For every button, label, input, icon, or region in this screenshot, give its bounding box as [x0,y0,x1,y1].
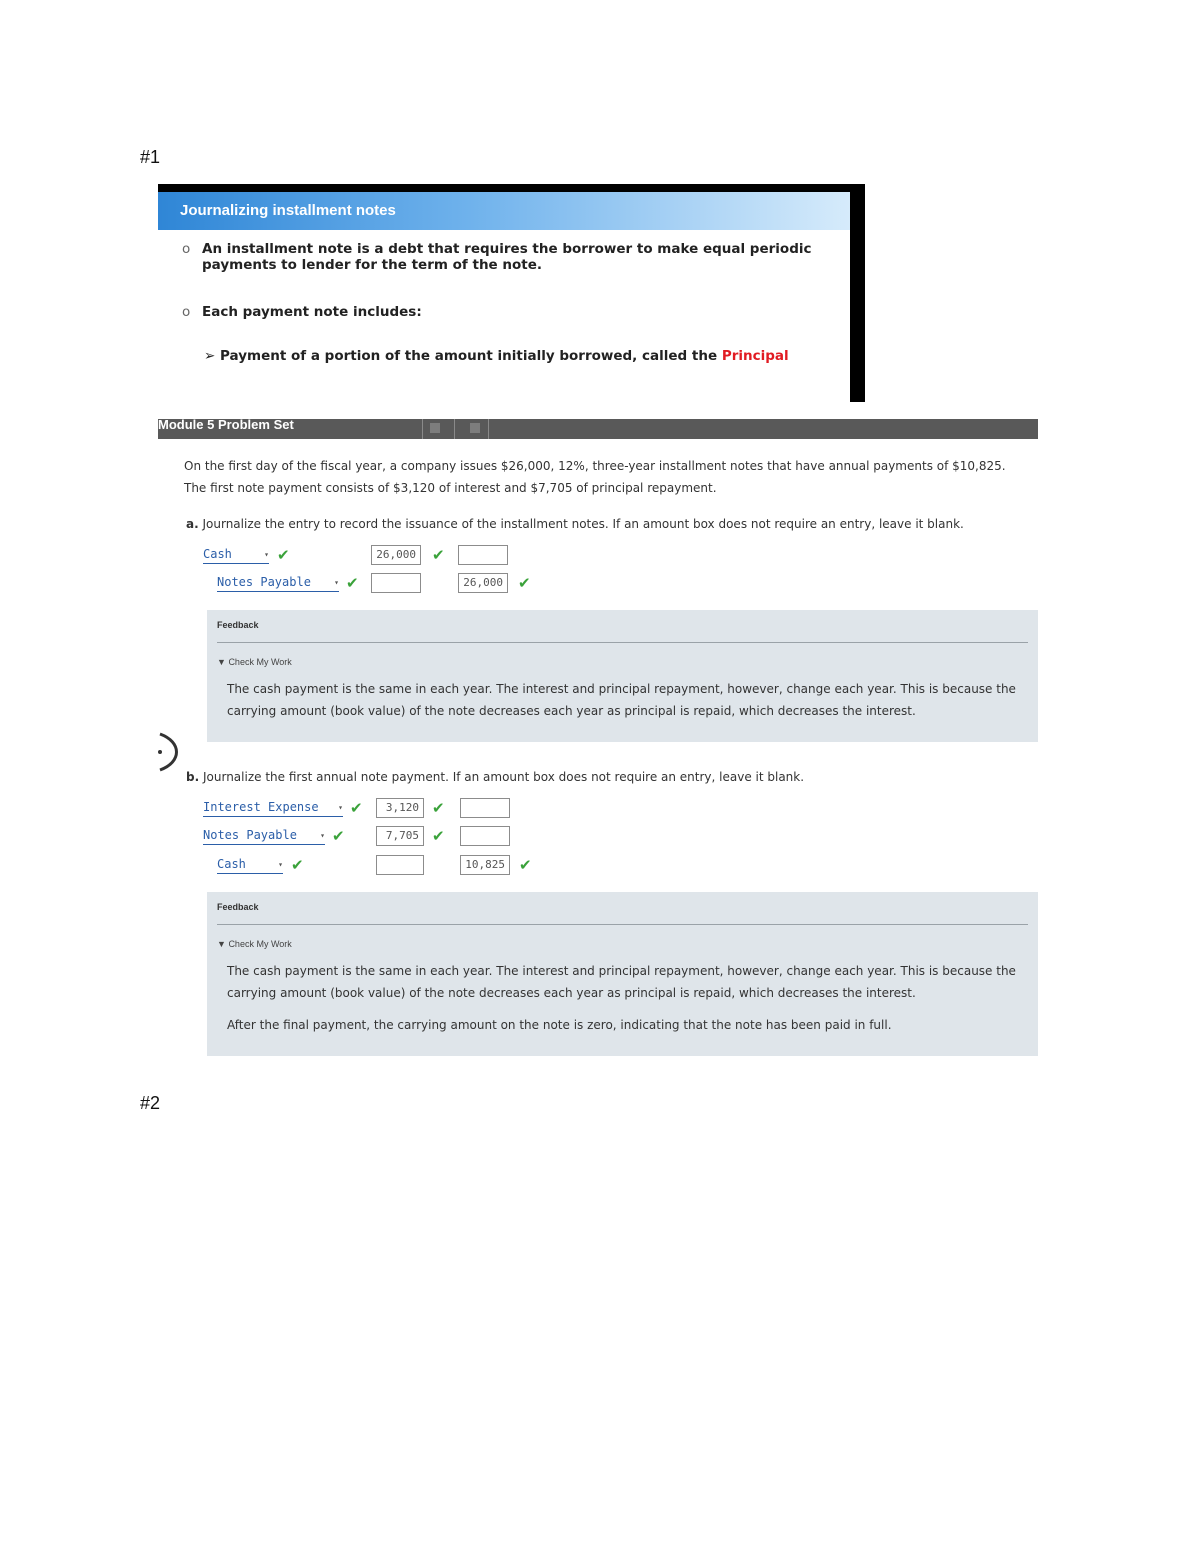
lecture-slide [158,184,865,402]
bullet-icon: o [182,241,191,257]
feedback-text-line-1: The cash payment is the same in each year. The interest and principal repayment, however, change each year. This is because the [227,682,1016,696]
account-select-label: Cash [217,857,246,871]
feedback-text [227,678,1024,722]
debit-input[interactable]: 7,705 [376,826,424,846]
dropdown-arrow-icon[interactable]: ▾ [320,831,325,840]
check-icon: ✔ [519,856,532,874]
problem-intro-line-2: The first note payment consists of $3,120 of interest and $7,705 of principal repayment. [184,481,717,495]
problem-set-title: Module 5 Problem Set [158,417,294,432]
account-select-notes-payable[interactable] [203,828,325,845]
collapse-triangle-icon: ▼ [217,939,226,949]
check-icon: ✔ [332,827,345,845]
part-b-instruction [186,770,804,784]
bullet-icon: o [182,304,191,320]
flag-icon[interactable] [470,423,480,433]
account-select-label: Interest Expense [203,800,319,814]
feedback-title: Feedback [217,902,259,912]
feedback-title: Feedback [217,620,259,630]
account-select-notes-payable[interactable] [217,575,339,592]
check-icon: ✔ [350,799,363,817]
section-marker-2: #2 [140,1093,161,1113]
part-a-instruction [186,517,964,531]
credit-input[interactable] [460,826,510,846]
partial-circle-icon [148,732,178,772]
problem-set-header [158,419,1038,439]
check-icon: ✔ [346,574,359,592]
part-b-instruction-text: Journalize the first annual note payment. If an amount box does not require an entry, leave it blank. [202,770,805,784]
account-select-interest-expense[interactable] [203,800,343,817]
part-a-letter: a. [186,517,199,531]
credit-input[interactable] [460,798,510,818]
slide-sub-bullet [204,348,789,364]
check-my-work-label: Check My Work [228,657,292,667]
part-b-letter: b. [186,770,200,784]
part-a-instruction-text: Journalize the entry to record the issuance of the installment notes. If an amount box does not require an entry, leave it blank. [202,517,964,531]
dropdown-arrow-icon[interactable]: ▾ [278,860,283,869]
check-icon: ✔ [291,856,304,874]
credit-input[interactable] [458,545,508,565]
dropdown-arrow-icon[interactable]: ▾ [264,550,269,559]
slide-bullet-1-line-1: An installment note is a debt that requires the borrower to make equal periodic [202,241,812,257]
check-my-work-toggle[interactable] [217,657,292,667]
feedback-divider [217,924,1028,925]
dropdown-arrow-icon[interactable]: ▾ [338,803,343,812]
slide-title: Journalizing installment notes [180,202,396,219]
speaker-icon[interactable] [430,423,440,433]
debit-input[interactable] [376,855,424,875]
header-separator [488,419,489,439]
check-my-work-label: Check My Work [228,939,292,949]
collapse-triangle-icon: ▼ [217,657,226,667]
section-marker-1: #1 [140,147,161,167]
slide-bullet-2 [182,304,422,320]
account-select-label: Cash [203,547,232,561]
problem-intro-line-1: On the first day of the fiscal year, a company issues $26,000, 12%, three-year installment notes that have annual payments of $10,825. [184,459,1006,473]
debit-input[interactable]: 3,120 [376,798,424,818]
debit-input[interactable] [371,573,421,593]
slide-right-border [850,184,865,402]
feedback-divider [217,642,1028,643]
slide-bullet-2-text: Each payment note includes: [202,304,422,320]
slide-bullet-1 [182,241,812,273]
slide-top-border [158,184,865,192]
feedback-text-line-2: carrying amount (book value) of the note decreases each year as principal is repaid, which decreases the interest. [227,986,916,1000]
credit-input[interactable]: 10,825 [460,855,510,875]
check-icon: ✔ [518,574,531,592]
feedback-text-line-1: The cash payment is the same in each year. The interest and principal repayment, however, change each year. This is because the [227,964,1016,978]
account-select-cash[interactable] [217,857,283,874]
arrow-bullet-icon: ➢ [204,348,216,364]
check-icon: ✔ [432,799,445,817]
account-select-label: Notes Payable [203,828,297,842]
dropdown-arrow-icon[interactable]: ▾ [334,578,339,587]
account-select-cash[interactable] [203,547,269,564]
credit-input[interactable]: 26,000 [458,573,508,593]
header-separator [422,419,423,439]
debit-input[interactable]: 26,000 [371,545,421,565]
feedback-text-line-3: After the final payment, the carrying amount on the note is zero, indicating that the note has been paid in full. [227,1018,892,1032]
slide-sub-bullet-text: Payment of a portion of the amount initially borrowed, called the [220,348,722,364]
feedback-text-line-2: carrying amount (book value) of the note decreases each year as principal is repaid, which decreases the interest. [227,704,916,718]
principal-highlight: Principal [721,348,789,364]
check-icon: ✔ [277,546,290,564]
account-select-label: Notes Payable [217,575,311,589]
header-separator [454,419,455,439]
feedback-panel-b [207,892,1038,1056]
slide-title-bar [158,192,850,230]
check-icon: ✔ [432,827,445,845]
slide-bullet-1-line-2: payments to lender for the term of the note. [202,257,543,273]
feedback-panel-a [207,610,1038,742]
check-icon: ✔ [432,546,445,564]
feedback-text [227,960,1024,1036]
check-my-work-toggle[interactable] [217,939,292,949]
